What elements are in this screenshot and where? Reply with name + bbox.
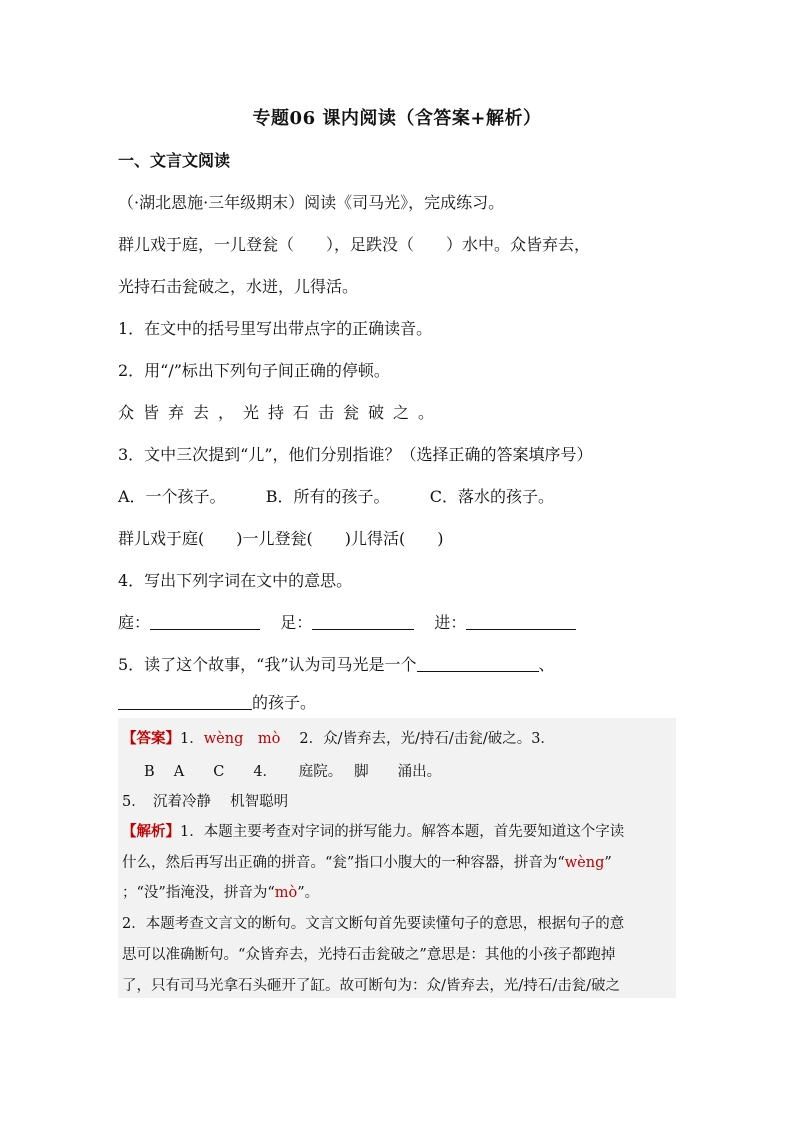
answer-line-1	[122, 727, 555, 748]
label-ting: 庭：	[118, 613, 151, 632]
question-3: 3．文中三次提到“儿”，他们分别指谁？（选择正确的答案填序号）	[118, 445, 593, 464]
answer-blank-zu[interactable]	[312, 613, 414, 630]
question-4: 4．写出下列字词在文中的意思。	[118, 571, 353, 590]
answer-text: 2．众/皆弃去，光/持石/击瓮/破之。3．	[280, 731, 555, 747]
analysis-tag: 【解析】	[122, 823, 180, 840]
pinyin: mò	[274, 885, 298, 901]
answer-line-2: B A C 4． 庭院。 脚 涌出。	[144, 764, 442, 780]
question-intro: （·湖北恩施·三年级期末）阅读《司马光》，完成练习。	[118, 193, 505, 212]
option-b: B．所有的孩子。	[265, 487, 390, 506]
analysis-line-2	[122, 851, 612, 872]
analysis-text: ；“没”指淹没，拼音为“	[122, 885, 275, 901]
analysis-line-3	[122, 881, 319, 902]
option-a: A．一个孩子。	[118, 487, 226, 506]
analysis-line-4: 2．本题考查文言文的断句。文言文断句首先要读懂句子的意思，根据句子的意	[122, 916, 625, 932]
pinyin: wèng	[564, 855, 605, 871]
page-title: 专题06 课内阅读（含答案+解析）	[252, 108, 542, 129]
answer-text: 1．	[180, 731, 204, 747]
answer-blank-5a[interactable]	[417, 655, 539, 672]
passage-line-2: 光持石击瓮破之，水迸，儿得活。	[118, 277, 359, 296]
answer-blank-5b[interactable]	[118, 693, 252, 710]
answer-line-3: 5． 沉着冷静 机智聪明	[122, 794, 289, 810]
question-5-cont	[118, 690, 316, 713]
answer-blank-ting[interactable]	[150, 613, 260, 630]
question-5-separator: 、	[538, 655, 555, 674]
analysis-line-6: 了，只有司马光拿石头砸开了缸。故可断句为：众/皆弃去，光/持石/击瓮/破之	[122, 978, 621, 994]
question-2-sentence: 众皆弃去，光持石击瓮破之。	[118, 403, 444, 422]
question-2: 2．用“/”标出下列句子间正确的停顿。	[118, 361, 390, 380]
analysis-text: ”。	[297, 885, 320, 901]
analysis-text: 什么，然后再写出正确的拼音。“瓮”指口小腹大的一种容器，拼音为“	[122, 855, 565, 871]
question-5-tail: 的孩子。	[252, 693, 317, 712]
analysis-text: ”	[604, 855, 612, 871]
question-4-blanks	[118, 610, 576, 633]
pinyin: wèng mò	[203, 731, 281, 747]
question-5-text: 5．读了这个故事，“我”认为司马光是一个	[118, 655, 417, 674]
answer-blank-beng[interactable]	[466, 613, 576, 630]
option-c: C．落水的孩子。	[429, 487, 554, 506]
label-zu: 足：	[280, 613, 313, 632]
label-beng: 进：	[434, 613, 467, 632]
question-3-options	[118, 484, 554, 507]
analysis-line-1	[122, 820, 624, 841]
question-1: 1．在文中的括号里写出带点字的正确读音。	[118, 319, 433, 338]
analysis-line-5: 思可以准确断句。“众皆弃去，光持石击瓮破之”意思是：其他的小孩子都跑掉	[122, 947, 616, 963]
passage-line-1: 群儿戏于庭，一儿登瓮（ ），足跌没（ ）水中。众皆弃去，	[118, 235, 591, 254]
question-5	[118, 652, 555, 675]
question-3-fill: 群儿戏于庭( )一儿登瓮( )儿得活( )	[118, 529, 444, 548]
answer-tag: 【答案】	[122, 730, 180, 747]
section-heading: 一、文言文阅读	[118, 151, 231, 170]
analysis-text: 1．本题主要考查对字词的拼写能力。解答本题，首先要知道这个字读	[180, 824, 625, 840]
